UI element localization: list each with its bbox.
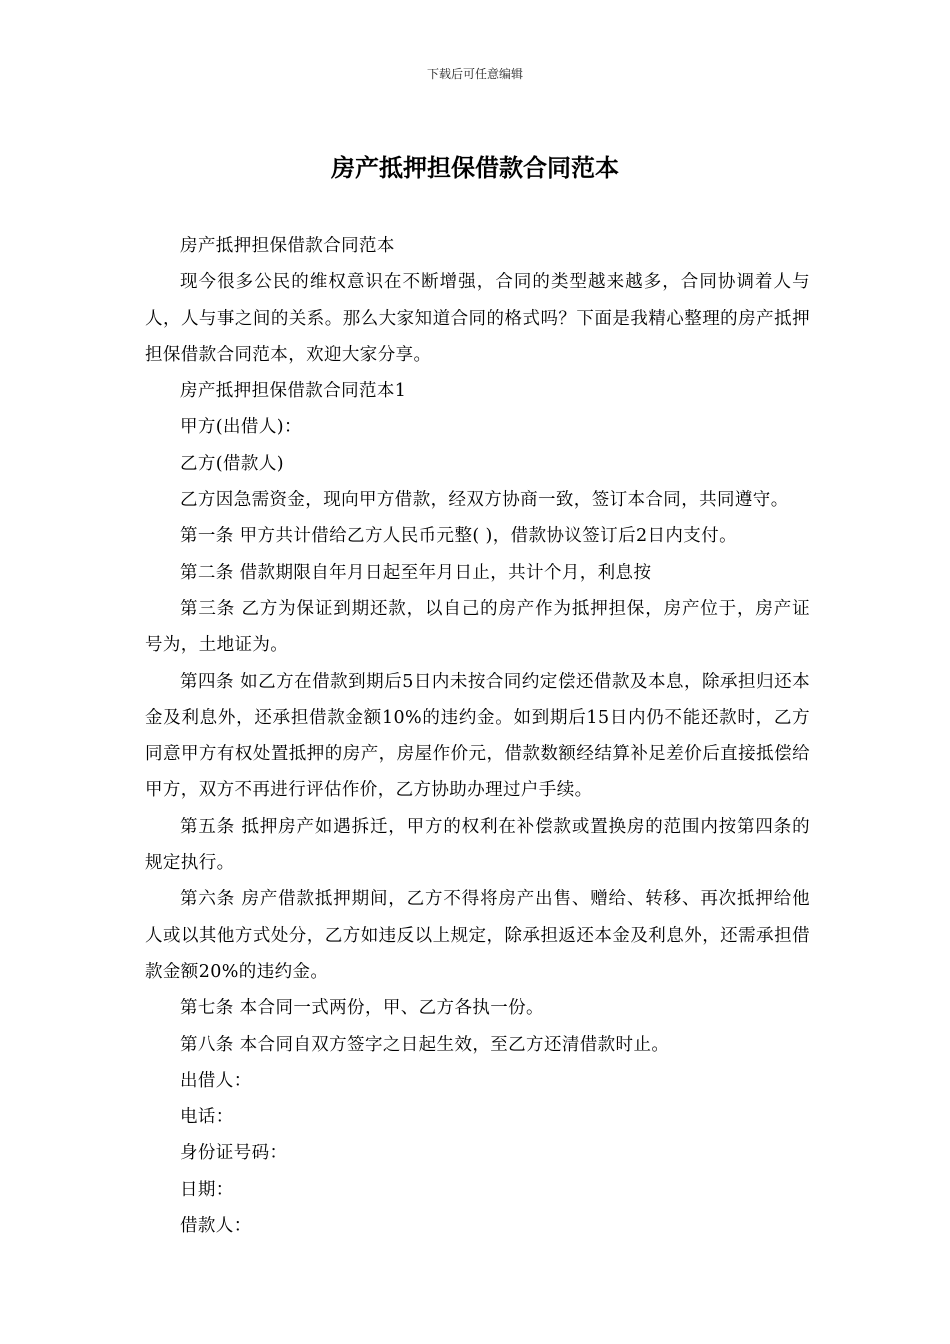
paragraph-article-1: 第一条 甲方共计借给乙方人民币元整( )，借款协议签订后2日内支付。 bbox=[180, 526, 738, 547]
signature-borrower: 借款人： bbox=[180, 1216, 252, 1237]
signature-date: 日期： bbox=[180, 1179, 234, 1200]
paragraph-article-2: 第二条 借款期限自年月日起至年月日止，共计个月，利息按 bbox=[180, 562, 652, 583]
paragraph-party-a: 甲方(出借人)： bbox=[180, 417, 302, 438]
paragraph-article-8: 第八条 本合同自双方签字之日起生效，至乙方还清借款时止。 bbox=[180, 1034, 670, 1055]
paragraph-party-b: 乙方(借款人) bbox=[180, 453, 284, 474]
signature-lender: 出借人： bbox=[180, 1070, 252, 1091]
paragraph-article-6: 第六条 房产借款抵押期间，乙方不得将房产出售、赠给、转移、再次抵押给他人或以其他方式处分，乙方如违反以上规定，除承担返还本金及利息外，还需承担借款金额20%的违约金。 bbox=[145, 889, 810, 982]
paragraph-sample-heading: 房产抵押担保借款合同范本1 bbox=[180, 381, 407, 402]
page-header-note: 下载后可任意编辑 bbox=[426, 67, 523, 81]
signature-phone: 电话： bbox=[180, 1107, 234, 1128]
paragraph-subtitle: 房产抵押担保借款合同范本 bbox=[180, 236, 395, 256]
paragraph-article-3: 第三条 乙方为保证到期还款，以自己的房产作为抵押担保，房产位于，房产证号为，土地证为。 bbox=[145, 598, 810, 656]
paragraph-article-4: 第四条 如乙方在借款到期后5日内未按合同约定偿还借款及本息，除承担归还本金及利息外，还承担借款金额10%的违约金。如到期后15日内仍不能还款时，乙方同意甲方有权处置抵押的房产，房屋作价元，借款数额经结算补足差价后直接抵偿给甲方，双方不再进行评估作价，乙方协助办理过户手续。 bbox=[145, 671, 810, 801]
paragraph-intro: 现今很多公民的维权意识在不断增强，合同的类型越来越多，合同协调着人与人，人与事之间的关系。那么大家知道合同的格式吗？下面是我精心整理的房产抵押担保借款合同范本，欢迎大家分享。 bbox=[145, 272, 810, 365]
paragraph-preamble: 乙方因急需资金，现向甲方借款，经双方协商一致，签订本合同，共同遵守。 bbox=[180, 490, 789, 511]
signature-id-number: 身份证号码： bbox=[180, 1143, 288, 1164]
paragraph-article-5: 第五条 抵押房产如遇拆迁，甲方的权利在补偿款或置换房的范围内按第四条的规定执行。 bbox=[145, 816, 810, 874]
document-title: 房产抵押担保借款合同范本 bbox=[331, 154, 619, 182]
document-body bbox=[145, 228, 810, 1244]
paragraph-article-7: 第七条 本合同一式两份，甲、乙方各执一份。 bbox=[180, 998, 544, 1019]
